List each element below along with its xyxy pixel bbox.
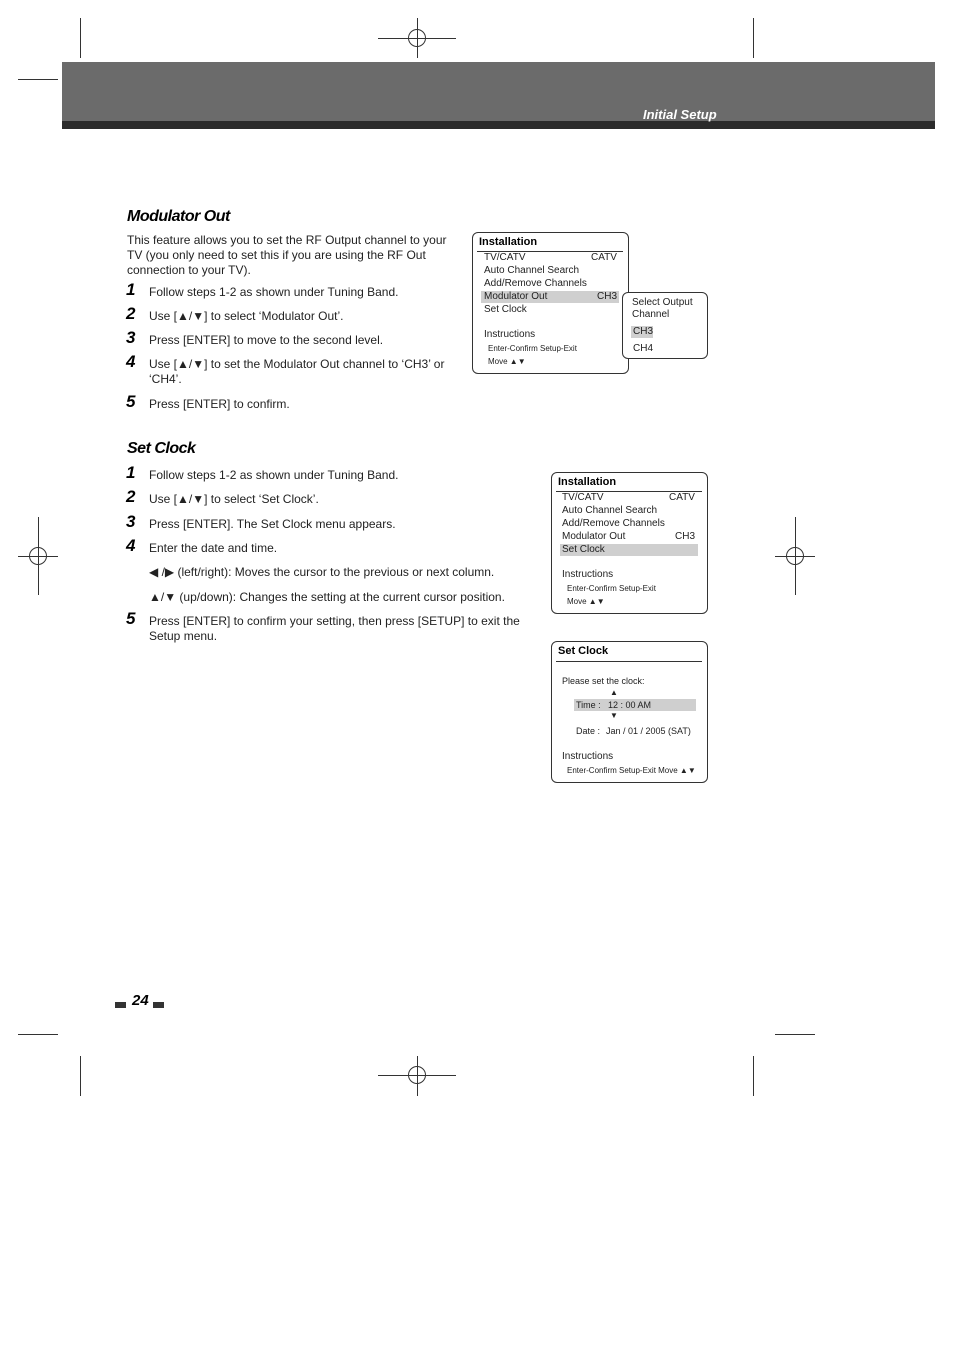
step-text: Press [ENTER]. The Set Clock menu appears.: [149, 517, 396, 531]
clock-prompt: Please set the clock:: [562, 676, 645, 686]
step-number: 5: [126, 609, 136, 628]
step-text: Press [ENTER] to confirm your setting, then press [SETUP] to exit the Setup menu.: [149, 614, 520, 643]
section-header-title: Initial Setup: [643, 107, 717, 122]
page-number: 24: [132, 992, 149, 1009]
select-output-channel-submenu: [622, 292, 708, 359]
menu-item-tv-catv: TV/CATV: [562, 492, 604, 503]
step-text: Enter the date and time.: [149, 541, 278, 555]
menu-item-modulator-out: Modulator Out: [562, 531, 626, 542]
menu-instructions: Instructions: [562, 569, 614, 580]
crop-mark: [753, 1056, 754, 1096]
registration-mark: [786, 547, 804, 565]
step-number: 2: [126, 487, 136, 506]
menu-item-value: CATV: [591, 252, 617, 263]
menu-item-value: CH3: [597, 291, 618, 302]
menu-item-modulator-out: Modulator Out: [484, 291, 548, 302]
step-text: Press [ENTER] to confirm.: [149, 397, 290, 411]
menu-item-add-remove-channels: Add/Remove Channels: [562, 518, 665, 529]
set-clock-menu: [551, 641, 708, 783]
menu-item-value: CH3: [675, 531, 696, 542]
date-value: Jan / 01 / 2005 (SAT): [606, 726, 691, 736]
step-text: Use [▲/▼] to set the Modulator Out channel to ‘CH3’ or ‘CH4’.: [149, 357, 445, 386]
menu-title: Installation: [558, 476, 617, 488]
step-text: ◀ /▶ (left/right): Moves the cursor to the previous or next column.: [149, 565, 495, 579]
step-text: Follow steps 1-2 as shown under Tuning Band.: [149, 285, 399, 299]
step-number: 3: [126, 512, 136, 531]
page-number-bar-left: [115, 1002, 126, 1008]
menu-title: Set Clock: [558, 645, 609, 657]
registration-mark: [408, 1066, 426, 1084]
submenu-title: Select Output Channel: [632, 297, 693, 320]
menu-hint: Enter-Confirm Setup-Exit: [567, 584, 656, 593]
date-label: Date :: [576, 726, 601, 736]
modulator-intro: This feature allows you to set the RF Output channel to your TV (you only need to set this if you are using the RF Out connection to your TV).: [127, 233, 447, 277]
submenu-option-ch3: CH3: [633, 326, 654, 337]
submenu-option-ch4: CH4: [633, 343, 654, 354]
header-bottom-bar: [62, 121, 935, 129]
crop-mark: [18, 1034, 58, 1035]
menu-item-value: CATV: [669, 492, 695, 503]
step-number: 5: [126, 392, 136, 411]
step-number: 4: [126, 536, 136, 555]
step-number: 2: [126, 304, 136, 323]
crop-mark: [80, 18, 81, 58]
step-text: ▲/▼ (up/down): Changes the setting at the current cursor position.: [149, 590, 505, 604]
menu-hint: Move ▲▼: [567, 597, 605, 606]
down-arrow-icon: ▼: [610, 711, 618, 720]
installation-menu-setclock: [551, 472, 708, 614]
modulator-section-title: Modulator Out: [127, 208, 230, 225]
menu-item-set-clock: Set Clock: [484, 304, 527, 315]
step-number: 4: [126, 352, 136, 371]
up-arrow-icon: ▲: [610, 688, 618, 697]
step-text: Use [▲/▼] to select ‘Set Clock’.: [149, 492, 319, 506]
menu-item-tv-catv: TV/CATV: [484, 252, 526, 263]
time-label: Time :: [576, 700, 601, 710]
step-text: Press [ENTER] to move to the second level.: [149, 333, 384, 347]
menu-instructions: Instructions: [484, 329, 536, 340]
menu-item-auto-channel-search: Auto Channel Search: [562, 505, 658, 516]
step-number: 1: [126, 463, 136, 482]
time-value: 12 : 00 AM: [608, 700, 652, 710]
step-number: 3: [126, 328, 136, 347]
step-text: Follow steps 1-2 as shown under Tuning Band.: [149, 468, 399, 482]
step-number: 1: [126, 280, 136, 299]
step-text: Use [▲/▼] to select ‘Modulator Out’.: [149, 309, 344, 323]
crop-mark: [753, 18, 754, 58]
registration-mark: [29, 547, 47, 565]
menu-hint: Move ▲▼: [488, 357, 526, 366]
menu-item-add-remove-channels: Add/Remove Channels: [484, 278, 587, 289]
menu-hint: Enter-Confirm Setup-Exit Move ▲▼: [567, 766, 696, 775]
crop-mark: [775, 1034, 815, 1035]
menu-item-set-clock: Set Clock: [562, 544, 605, 555]
menu-title: Installation: [479, 236, 538, 248]
installation-menu-modulator: [472, 232, 629, 374]
menu-hint: Enter-Confirm Setup-Exit: [488, 344, 577, 353]
page-number-bar-right: [153, 1002, 164, 1008]
setclock-section-title: Set Clock: [127, 440, 196, 457]
crop-mark: [18, 79, 58, 80]
crop-mark: [80, 1056, 81, 1096]
menu-divider: [556, 661, 702, 662]
menu-instructions: Instructions: [562, 751, 614, 762]
header-band: [62, 62, 935, 122]
registration-mark: [408, 29, 426, 47]
menu-item-auto-channel-search: Auto Channel Search: [484, 265, 580, 276]
